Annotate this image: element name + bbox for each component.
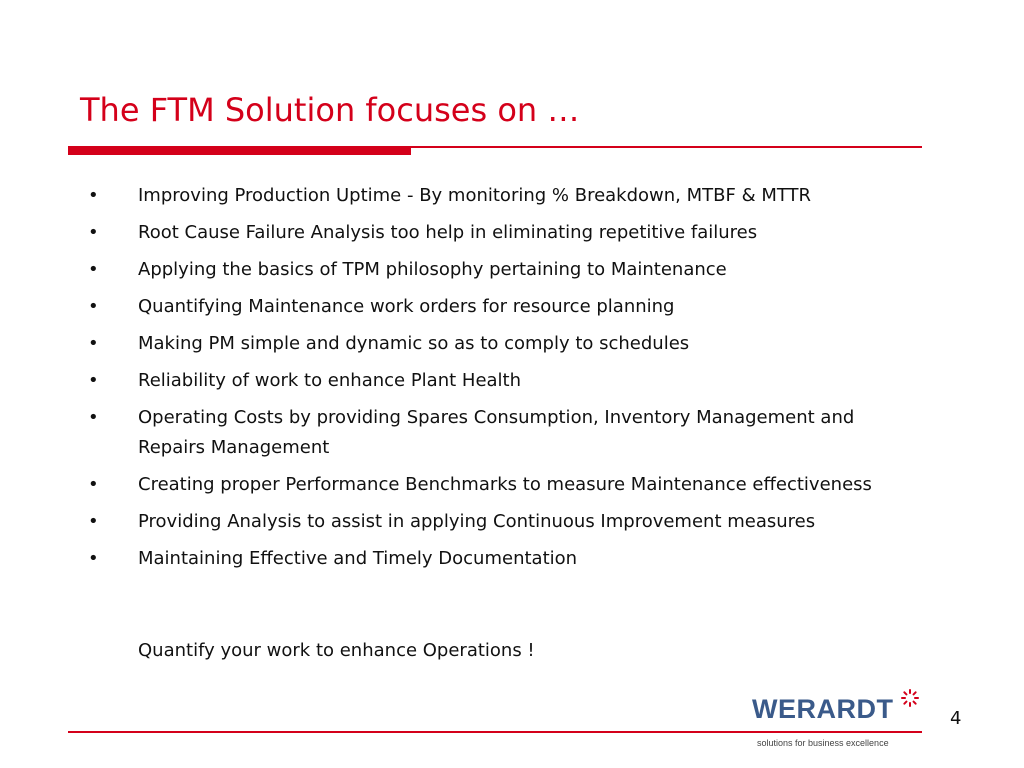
bullet-text: Creating proper Performance Benchmarks to measure Maintenance effectiveness [138,474,872,495]
bullet-dot: • [88,511,99,532]
bullet-item [80,470,910,500]
company-logo [752,688,927,724]
logo-tagline: solutions for business excellence [757,738,889,748]
bullet-text: Quantifying Maintenance work orders for resource planning [138,296,675,317]
bullet-dot: • [88,474,99,495]
title-underline-thin [411,146,922,148]
bullet-dot: • [88,333,99,354]
title-underline-thick [68,146,411,155]
bullet-list [80,181,910,581]
bullet-item [80,403,910,463]
bullet-item [80,218,910,248]
bullet-dot: • [88,548,99,569]
bullet-item [80,329,910,359]
bullet-item [80,507,910,537]
bullet-item [80,366,910,396]
logo-wordmark: WERARDT [752,694,894,724]
bullet-item [80,181,910,211]
bullet-text: Making PM simple and dynamic so as to comply to schedules [138,333,690,354]
bullet-text: Improving Production Uptime - By monitoring % Breakdown, MTBF & MTTR [138,185,812,206]
page-number: 4 [950,708,962,729]
bullet-dot: • [88,222,99,243]
bullet-dot: • [88,296,99,317]
bullet-item [80,255,910,285]
bullet-item [80,292,910,322]
bullet-text: Applying the basics of TPM philosophy pertaining to Maintenance [138,259,727,280]
bullet-text: Reliability of work to enhance Plant Health [138,370,522,391]
bullet-dot: • [88,259,99,280]
bullet-dot: • [88,185,99,206]
bullet-dot: • [88,370,99,391]
bullet-text: Maintaining Effective and Timely Documentation [138,548,578,569]
bullet-dot: • [88,407,99,428]
bullet-text: Root Cause Failure Analysis too help in eliminating repetitive failures [138,222,758,243]
slide-title: The FTM Solution focuses on … [80,91,580,129]
footer-rule [68,731,922,733]
closing-statement: Quantify your work to enhance Operations ! [138,640,535,661]
sunburst-icon [900,688,920,708]
bullet-item [80,544,910,574]
bullet-text: Providing Analysis to assist in applying Continuous Improvement measures [138,511,816,532]
bullet-text: Operating Costs by providing Spares Consumption, Inventory Management and Repairs Management [138,407,855,458]
